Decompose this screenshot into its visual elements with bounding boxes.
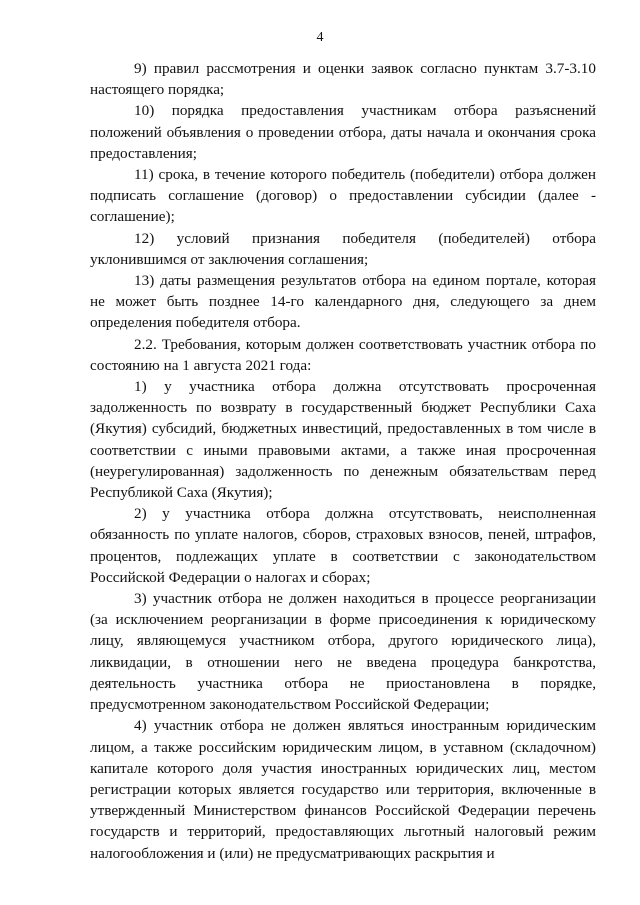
paragraph-item-13: 13) даты размещения результатов отбора на едином портале, которая не может быть позднее 14-го календарного дня, следующего за днем определения победителя отбора. (90, 272, 596, 332)
paragraph-item-9: 9) правил рассмотрения и оценки заявок согласно пунктам 3.7-3.10 настоящего порядка; (90, 60, 596, 99)
document-body (90, 58, 596, 864)
paragraph-item-12: 12) условий признания победителя (победителей) отбора уклонившимся от заключения соглашения; (90, 229, 596, 268)
paragraph-section-2-2: 2.2. Требования, которым должен соответствовать участник отбора по состоянию на 1 августа 2021 года: (90, 335, 596, 374)
paragraph-requirement-3: 3) участник отбора не должен находиться в процессе реорганизации (за исключением реорганизации в форме присоединения к юридическому лицу, являющемуся участником отбора, другого юридического лица), ликвидации, в отношении него не введена процедура банкротства, деятельность участника отбора не приостановлена в порядке, предусмотренном законодательством Российской Федерации; (90, 590, 596, 714)
paragraph-requirement-1: 1) у участника отбора должна отсутствовать просроченная задолженность по возврату в государственный бюджет Республики Саха (Якутия) субсидий, бюджетных инвестиций, предоставленных в том числе в соответствии с иными правовыми актами, а также иная просроченная (неурегулированная) задолженность по денежным обязательствам перед Республикой Саха (Якутия); (90, 378, 596, 502)
paragraph-item-10: 10) порядка предоставления участникам отбора разъяснений положений объявления о проведении отбора, даты начала и окончания срока предоставления; (90, 102, 596, 162)
paragraph-item-11: 11) срока, в течение которого победитель (победители) отбора должен подписать соглашение (договор) о предоставлении субсидии (далее - соглашение); (90, 166, 596, 226)
paragraph-requirement-4: 4) участник отбора не должен являться иностранным юридическим лицом, а также российским юридическим лицом, в уставном (складочном) капитале которого доля участия иностранных юридических лиц, местом регистрации которых является государство или территория, включенные в утвержденный Министерством финансов Российской Федерации перечень государств и территорий, предоставляющих льготный налоговый режим налогообложения и (или) не предусматривающих раскрытия и (90, 717, 596, 862)
page-number: 4 (316, 30, 324, 45)
paragraph-requirement-2: 2) у участника отбора должна отсутствовать, неисполненная обязанность по уплате налогов, сборов, страховых взносов, пеней, штрафов, процентов, подлежащих уплате в соответствии с законодательством Российской Федерации о налогах и сборах; (90, 505, 596, 586)
